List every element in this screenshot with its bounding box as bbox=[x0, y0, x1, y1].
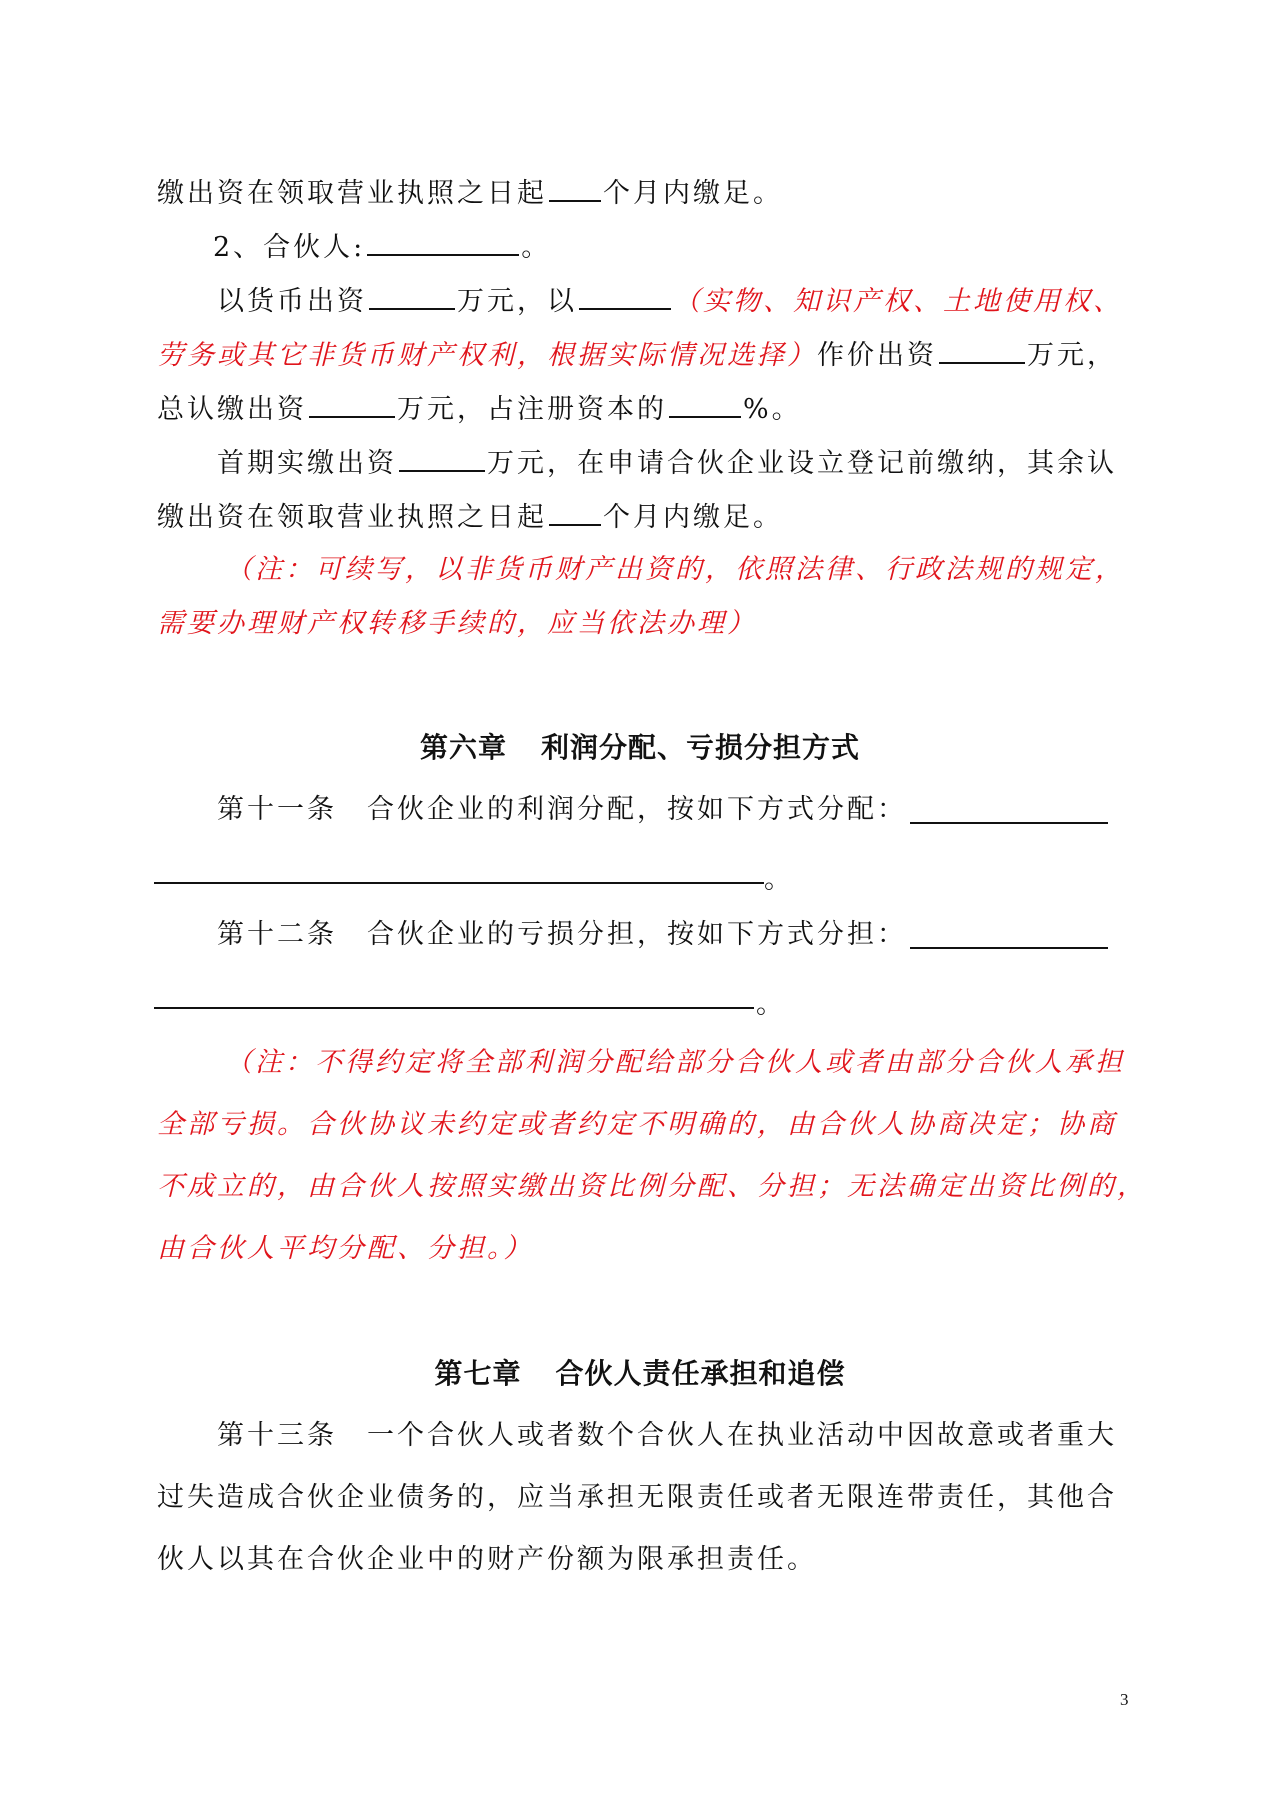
paragraph-line bbox=[157, 496, 783, 538]
paragraph-line bbox=[217, 442, 1117, 484]
article-text-line: 过失造成合伙企业债务的，应当承担无限责任或者无限连带责任，其他合 bbox=[157, 1482, 1117, 1513]
chapter-number: 第六章 bbox=[419, 731, 507, 764]
article-text: 合伙企业的亏损分担，按如下方式分担： bbox=[367, 919, 907, 950]
chapter-title: 利润分配、亏损分担方式 bbox=[541, 731, 861, 764]
text: 缴出资在领取营业执照之日起 bbox=[157, 502, 547, 533]
text: 万元， bbox=[1027, 340, 1117, 371]
chapter-number: 第七章 bbox=[434, 1357, 522, 1390]
fill-blank-valued-amount[interactable] bbox=[939, 334, 1025, 364]
fill-blank-months[interactable] bbox=[549, 172, 601, 202]
paragraph-line bbox=[157, 172, 783, 214]
text: 个月内缴足。 bbox=[603, 502, 783, 533]
text: 万元，以 bbox=[457, 286, 577, 317]
chapter-title: 合伙人责任承担和追偿 bbox=[555, 1357, 846, 1390]
fill-blank-asset-type[interactable] bbox=[579, 280, 671, 310]
text: 万元，占注册资本的 bbox=[397, 394, 667, 425]
article-label: 第十一条 bbox=[217, 794, 337, 825]
red-note-line: 由合伙人平均分配、分担。） bbox=[157, 1233, 534, 1264]
article-label: 第十三条 bbox=[217, 1420, 337, 1451]
fill-blank-loss-sharing[interactable] bbox=[910, 947, 1108, 949]
fill-blank-initial-paid[interactable] bbox=[399, 442, 485, 472]
period: 。 bbox=[764, 864, 794, 895]
fill-blank-total-subscribed[interactable] bbox=[309, 388, 395, 418]
article-text: 一个合伙人或者数个合伙人在执业活动中因故意或者重大 bbox=[367, 1420, 1117, 1451]
red-note-line: 需要办理财产权转移手续的，应当依法办理） bbox=[157, 608, 757, 639]
paragraph-line bbox=[217, 280, 1123, 322]
red-note-line: （注：不得约定将全部利润分配给部分合伙人或者由部分合伙人承担 bbox=[225, 1047, 1125, 1078]
fill-blank-percentage[interactable] bbox=[669, 388, 741, 418]
red-note: （实物、知识产权、土地使用权、 bbox=[673, 286, 1123, 317]
article-label: 第十二条 bbox=[217, 919, 337, 950]
red-note: 劳务或其它非货币财产权利，根据实际情况选择） bbox=[157, 340, 817, 371]
fill-blank-cash-amount[interactable] bbox=[369, 280, 455, 310]
page-number: 3 bbox=[1120, 1690, 1129, 1709]
fill-blank-loss-sharing-cont[interactable] bbox=[154, 1007, 754, 1009]
article-11 bbox=[217, 790, 907, 830]
text: 。 bbox=[521, 232, 552, 263]
text: 作价出资 bbox=[817, 340, 937, 371]
text: 首期实缴出资 bbox=[217, 448, 397, 479]
text: 以货币出资 bbox=[217, 286, 367, 317]
period: 。 bbox=[756, 989, 786, 1020]
paragraph-line bbox=[157, 388, 802, 430]
fill-blank-profit-distribution[interactable] bbox=[910, 822, 1108, 824]
article-12 bbox=[217, 915, 907, 955]
text: 缴出资在领取营业执照之日起 bbox=[157, 178, 547, 209]
fill-blank-months[interactable] bbox=[549, 496, 601, 526]
text: 个月内缴足。 bbox=[603, 178, 783, 209]
paragraph-line bbox=[157, 334, 1117, 376]
red-note-line: 全部亏损。合伙协议未约定或者约定不明确的，由合伙人协商决定；协商 bbox=[157, 1109, 1117, 1140]
chapter-6-heading bbox=[0, 728, 1280, 768]
article-13 bbox=[217, 1416, 1117, 1456]
text: 总认缴出资 bbox=[157, 394, 307, 425]
fill-blank-partner-name[interactable] bbox=[367, 226, 519, 256]
red-note-line: （注：可续写，以非货币财产出资的，依照法律、行政法规的规定， bbox=[225, 554, 1125, 585]
article-text: 合伙企业的利润分配，按如下方式分配： bbox=[367, 794, 907, 825]
partner-label: 2、合伙人: bbox=[213, 232, 366, 263]
red-note-line: 不成立的，由合伙人按照实缴出资比例分配、分担；无法确定出资比例的， bbox=[157, 1171, 1147, 1202]
partner-2-line bbox=[213, 226, 551, 268]
text: 万元，在申请合伙企业设立登记前缴纳，其余认 bbox=[487, 448, 1117, 479]
chapter-7-heading bbox=[0, 1354, 1280, 1394]
article-text-line: 伙人以其在合伙企业中的财产份额为限承担责任。 bbox=[157, 1544, 817, 1575]
text: %。 bbox=[743, 394, 802, 425]
fill-blank-profit-distribution-cont[interactable] bbox=[154, 882, 764, 884]
